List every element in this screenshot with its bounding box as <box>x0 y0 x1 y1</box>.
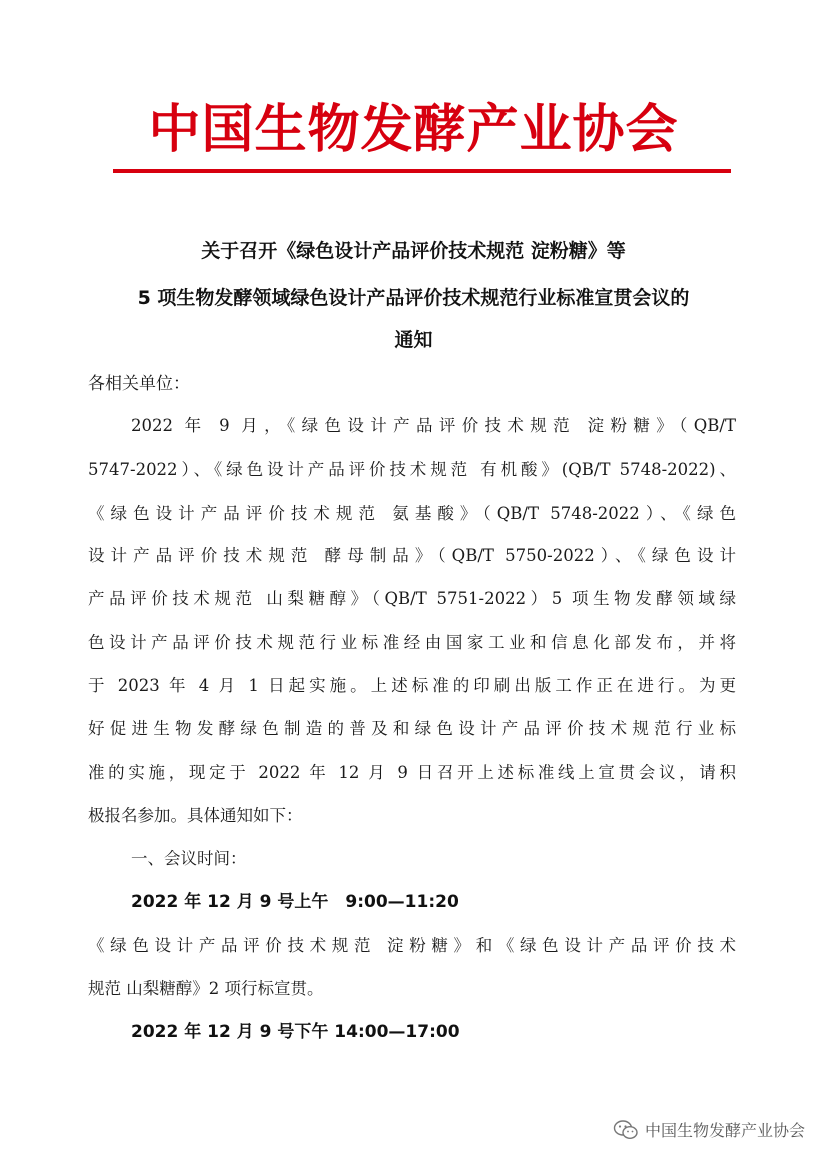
body-line-4: 设计产品评价技术规范 酵母制品》（QB/T 5750-2022）、《绿色设计 <box>88 546 736 565</box>
wechat-icon <box>613 1119 639 1141</box>
wechat-account-name: 中国生物发酵产业协会 <box>644 1121 805 1140</box>
body-line-5: 产品评价技术规范 山梨糖醇》（QB/T 5751-2022）5 项生物发酵领域绿 <box>88 589 736 608</box>
header-red-divider <box>113 169 731 173</box>
morning-session-time: 2022 年 12 月 9 号上午 9:00—11:20 <box>131 892 459 912</box>
salutation: 各相关单位： <box>88 374 190 394</box>
body-line-7: 于 2023 年 4 月 1 日起实施。上述标准的印刷出版工作正在进行。为更 <box>88 676 736 695</box>
body-line-3: 《绿色设计产品评价技术规范 氨基酸》（QB/T 5748-2022）、《绿色 <box>88 504 736 523</box>
body-line-6: 色设计产品评价技术规范行业标准经由国家工业和信息化部发布，并将 <box>88 633 736 652</box>
notice-title-line-3: 通知 <box>394 329 433 351</box>
body-line-8: 好促进生物发酵绿色制造的普及和绿色设计产品评价技术规范行业标 <box>88 719 736 738</box>
body-line-2: 5747-2022）、《绿色设计产品评价技术规范 有机酸》(QB/T 5748-2022)、 <box>88 460 736 479</box>
notice-title-line-2: 5 项生物发酵领域绿色设计产品评价技术规范行业标准宣贯会议的 <box>137 287 690 309</box>
wechat-account-watermark <box>613 1118 805 1141</box>
organization-header: 中国生物发酵产业协会 <box>148 100 679 160</box>
body-line-1: 2022 年 9 月，《绿色设计产品评价技术规范 淀粉糖》（QB/T <box>131 416 736 435</box>
section-heading-meeting-time: 一、会议时间： <box>131 849 247 868</box>
afternoon-session-time: 2022 年 12 月 9 号下午 14:00—17:00 <box>131 1022 460 1042</box>
notice-title-line-1: 关于召开《绿色设计产品评价技术规范 淀粉糖》等 <box>201 240 626 262</box>
body-line-9: 准的实施，现定于 2022 年 12 月 9 日召开上述标准线上宣贯会议，请积 <box>88 763 736 782</box>
morning-session-desc-line-1: 《绿色设计产品评价技术规范 淀粉糖》和《绿色设计产品评价技术 <box>88 936 736 955</box>
body-line-10: 极报名参加。具体通知如下： <box>88 806 303 825</box>
morning-session-desc-line-2: 规范 山梨糖醇》2 项行标宣贯。 <box>88 979 324 998</box>
